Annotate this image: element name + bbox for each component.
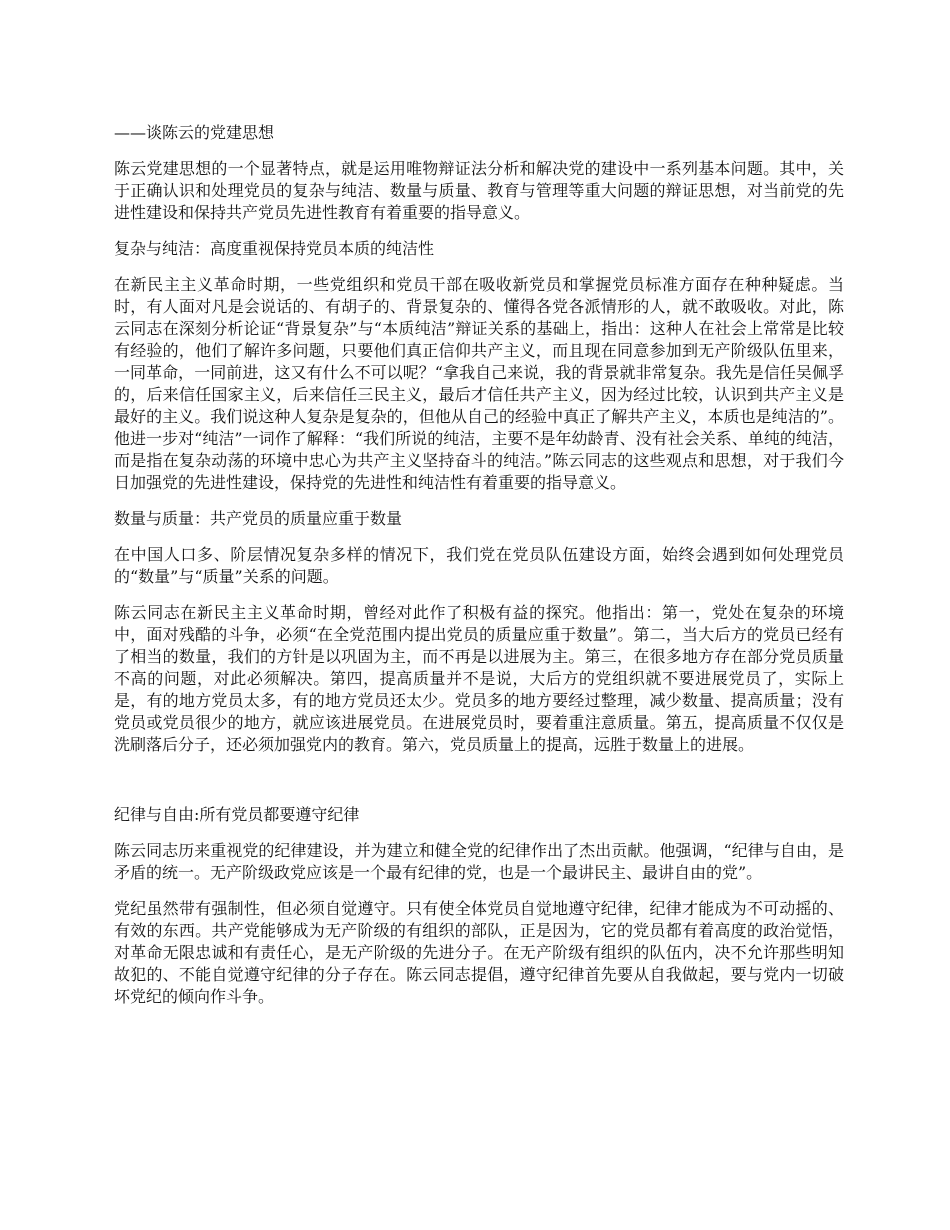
section-heading-discipline-freedom: 纪律与自由:所有党员都要遵守纪律: [114, 805, 360, 824]
document-subtitle: ——谈陈云的党建思想: [114, 123, 275, 142]
section-paragraph: 陈云同志在新民主主义革命时期，曾经对此作了积极有益的探究。他指出：第一，党处在复杂的环境中，面对残酷的斗争，必须“在全党范围内提出党员的质量应重于数量”。第二，当大后方的党员已经有了相当的数量，我们的方针是以巩固为主，而不再是以进展为主。第三，在很多地方存在部分党员质量不高的问题，对此必须解决。第四，提高质量并不是说，大后方的党组织就不要进展党员了，实际上是，有的地方党员太多，有的地方党员还太少。党员多的地方要经过整理，减少数量、提高质量；没有党员或党员很少的地方，就应该进展党员。在进展党员时，要着重注意质量。第五，提高质量不仅仅是洗刷落后分子，还必须加强党内的教育。第六，党员质量上的提高，远胜于数量上的进展。: [114, 603, 844, 754]
section-paragraph: 党纪虽然带有强制性，但必须自觉遵守。只有使全体党员自觉地遵守纪律，纪律才能成为不可动摇的、有效的东西。共产党能够成为无产阶级的有组织的部队，正是因为，它的党员都有着高度的政治觉悟，对革命无限忠诚和有责任心，是无产阶级的先进分子。在无产阶级有组织的队伍内，决不允许那些明知故犯的、不能自觉遵守纪律的分子存在。陈云同志提倡，遵守纪律首先要从自我做起，要与党内一切破坏党纪的倾向作斗争。: [114, 899, 844, 1006]
section-paragraph: 在新民主主义革命时期，一些党组织和党员干部在吸收新党员和掌握党员标准方面存在种种疑虑。当时，有人面对凡是会说话的、有胡子的、背景复杂的、懂得各党各派情形的人，就不敢吸收。对此，陈云同志在深刻分析论证“背景复杂”与“本质纯洁”辩证关系的基础上，指出：这种人在社会上常常是比较有经验的，他们了解许多问题，只要他们真正信仰共产主义，而且现在同意参加到无产阶级队伍里来，一同革命，一同前进，这又有什么不可以呢？“拿我自己来说，我的背景就非常复杂。我先是信任吴佩孚的，后来信任国家主义，后来信任三民主义，最后才信任共产主义，因为经过比较，认识到共产主义是最好的主义。我们说这种人复杂是复杂的，但他从自己的经验中真正了解共产主义，本质也是纯洁的”。他进一步对“纯洁”一词作了解释：“我们所说的纯洁，主要不是年幼龄青、没有社会关系、单纯的纯洁，而是指在复杂动荡的环境中忠心为共产主义坚持奋斗的纯洁。”陈云同志的这些观点和思想，对于我们今日加强党的先进性建设，保持党的先进性和纯洁性有着重要的指导意义。: [114, 275, 844, 492]
section-paragraph: 在中国人口多、阶层情况复杂多样的情况下，我们党在党员队伍建设方面，始终会遇到如何处理党员的“数量”与“质量”关系的问题。: [114, 545, 844, 586]
section-heading-complexity-purity: 复杂与纯洁：高度重视保持党员本质的纯洁性: [114, 239, 435, 258]
section-paragraph: 陈云同志历来重视党的纪律建设，并为建立和健全党的纪律作出了杰出贡献。他强调，“纪律与自由，是矛盾的统一。无产阶级政党应该是一个最有纪律的党，也是一个最讲民主、最讲自由的党”。: [114, 841, 844, 882]
document-page: [114, 122, 844, 1022]
intro-paragraph: 陈云党建思想的一个显著特点，就是运用唯物辩证法分析和解决党的建设中一系列基本问题。其中，关于正确认识和处理党员的复杂与纯洁、数量与质量、教育与管理等重大问题的辩证思想，对当前党的先进性建设和保持共产党员先进性教育有着重要的指导意义。: [114, 159, 844, 222]
section-heading-quantity-quality: 数量与质量：共产党员的质量应重于数量: [114, 509, 403, 528]
section-spacer: [114, 770, 844, 804]
